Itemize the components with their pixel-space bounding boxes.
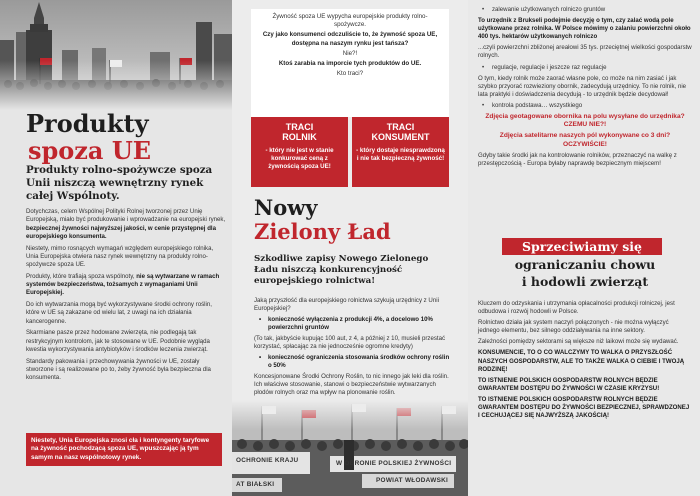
- question-line: Nie?!: [342, 49, 358, 57]
- paragraph: (To tak, jakbyście kupując 100 aut, z 4, a później z 10, musieli przestać korzystać, spłacając za nie jednocześnie ogromne kredyty): [254, 335, 446, 350]
- title-line-1: Produkty: [26, 109, 149, 138]
- livestock-limits-title: ograniczaniu chowu i hodowli zwierząt: [514, 257, 656, 289]
- tariff-warning-box: Niestety, Unia Europejska znosi cła i kontyngenty taryfowe na żywność pochodzącą spoza UE, wpuszczając ją tym samym na nasz wspólnotowy rynek.: [26, 433, 222, 466]
- livestock-body-text: [478, 300, 692, 423]
- bullet-item: • konieczność ograniczenia stosowania środków ochrony roślin o 50%: [254, 354, 452, 370]
- paragraph: Produkty, które trafiają spoza wspólnoty, nie są wytwarzane w ramach systemów bezpieczeństwa, tożsamych z wymaganiami Unii Europejskiej.: [26, 272, 220, 297]
- farmers-protest-photo: [232, 400, 468, 496]
- paragraph: Rolnictwo działa jak system naczyń połączonych - nie można wyłączyć jednego elementu, bez silnego oddziaływania na inne sektory.: [478, 319, 669, 335]
- paragraph: To urzędnik z Brukseli podejmie decyzję o tym, czy zalać wodą pole użytkowane przez rolnika. W Polsce mówimy o zalaniu powierzchni około 400 tys. hektarów użytkowanych rolniczo: [478, 17, 691, 41]
- protest-banner-text: AT BIAŁSKI: [236, 481, 275, 488]
- paragraph: Koncesjonowane Środki Ochrony Roślin, to nic innego jak leki dla roślin. Ich właściwe stosowanie, stanowi o bezpieczeństwie wytwarzanych płodów rolnych oraz ma wpływ na plonowanie roślin.: [254, 373, 449, 396]
- green-deal-title: [254, 196, 391, 244]
- question-line: Czy jako konsumenci odczuliście to, że żywność spoza UE, dostępna na naszym rynku jest tańsza?: [262, 31, 438, 47]
- question-line: Ktoś zarabia na imporcie tych produktów do UE.: [278, 60, 422, 68]
- we-oppose-title: Sprzeciwiamy się: [502, 238, 662, 255]
- panel-text: - który nie jest w stanie konkurować ceną z żywnością spoza UE!: [265, 147, 334, 170]
- leaflet-panel-right: [468, 0, 700, 496]
- caps-statement: TO ISTNIENIE POLSKICH GOSPODARSTW ROLNYCH BĘDZIE GWARANTEM DOSTĘPU DO ŻYWNOŚCI W CZASIE KRYZYSU!: [478, 376, 660, 392]
- protest-banner-text: OCHRONIE KRAJU: [236, 457, 299, 464]
- products-subheading: Produkty rolno-spożywcze spoza Unii niszczą wewnętrzny rynek całej Wspólnoty.: [26, 164, 213, 202]
- caps-statement: KONSUMENCIE, TO O CO WALCZYMY TO WALKA O PRZYSZŁOŚĆ NASZYCH GOSPODARSTW, ALE TO TAKŻE WALKA O CIEBIE I TWOJĄ RODZINĘ!: [478, 349, 685, 373]
- farmer-loses-panel: [251, 117, 348, 187]
- bullet-item: • kontrola podstawa… wszystkiego: [478, 102, 692, 110]
- paragraph: Niestety, mimo rosnących wymagań względem europejskiego rolnika, Unia Europejska otwiera nasz rynek wewnętrzny na produkty rolno-spożywcze spoza UE.: [26, 244, 214, 269]
- regulations-body-text: [478, 6, 692, 171]
- paragraph: Dotychczas, celem Wspólnej Polityki Rolnej tworzonej przez Unię Europejską, miało być produkowanie i wprowadzanie na europejski rynek, bezpiecznej żywności najwyższej jakości, w cenie przystępnej dla europejskiego konsumenta.: [26, 208, 226, 240]
- paragraph: Skarmiane pasze przez hodowane zwierzęta, nie podlegają tak restrykcyjnym kontrolom, jak te stosowane w UE. Podobnie wygląda kwestia wykorzystywania antybiotyków i środków leczenia zwierząt.: [26, 329, 210, 354]
- paragraph: Zależności pomiędzy sektorami są większe niż laikowi może się wydawać.: [478, 338, 679, 346]
- paragraph: Jaką przyszłość dla europejskiego rolnictwa szykują urzędnicy z Unii Europejskiej?: [254, 297, 439, 312]
- green-deal-body-text: [254, 297, 452, 400]
- consumer-loses-panel: [352, 117, 449, 187]
- leaflet-panel-middle: [232, 0, 468, 496]
- paragraph: Do ich wytwarzania mogą być wykorzystywane środki ochrony roślin, które w UE są zakazane od wielu lat, z uwagi na ich działania kancerogenne.: [26, 301, 212, 325]
- paragraph: ...czyli powierzchni zbliżonej areałowi 35 tys. przeciętnej wielkości gospodarstw rolnych.: [478, 44, 692, 60]
- title-line-1: Nowy: [254, 195, 318, 220]
- title-line-2: Zielony Ład: [254, 219, 391, 244]
- caps-statement: TO ISTNIENIE POLSKICH GOSPODARSTW ROLNYCH BĘDZIE GWARANTEM DOSTĘPU DO ŻYWNOŚCI BEZPIECZNEJ, SPRAWDZONEJ I CECHUJĄCEJ SIĘ NAJWYŻSZĄ JAKOŚCIĄ!: [478, 395, 690, 420]
- paragraph: Standardy pakowania i przechowywania żywności w UE, zostały stworzone i są realizowane po to, żeby żywność była bezpieczna dla konsumenta.: [26, 357, 211, 382]
- bullet-item: • regulacje, regulacje i jeszcze raz regulacje: [478, 64, 692, 72]
- paragraph: Gdyby takie środki jak na kontrolowanie rolników, przeznaczyć na walkę z przestępczością - Europa byłaby naprawdę bezpiecznym miejscem!: [478, 151, 677, 167]
- city-protest-photo: [0, 0, 232, 110]
- paragraph: O tym, kiedy rolnik może zaorać własne pole, co może na nim zasiać i jak szybko przyorać rozwieziony obornik, zadecydują urzędnicy. To nie rolnik, nie lata praktyki i doświadczenia decydują - to urzędnik będzie decydował!: [478, 74, 687, 98]
- leaflet-panel-left: [0, 0, 232, 496]
- red-callout: Zdjęcia geotagowane obornika na polu wysyłane do urzędnika? CZEMU NIE?!: [485, 113, 685, 129]
- protest-banner-text: W OBRONIE POLSKIEJ ŻYWNOŚCI: [336, 460, 452, 467]
- who-loses-question-box: [251, 9, 449, 117]
- bullet-item: • konieczność wyłączenia z produkcji 4%, a docelowo 10% powierzchni gruntów: [254, 316, 452, 332]
- panel-text: - który dostaje niesprawdzoną i nie tak bezpieczną żywność!: [356, 147, 445, 162]
- city-skyline-graphic: [0, 0, 232, 110]
- bullet-item: • zalewanie użytkowanych rolniczo gruntów: [478, 6, 692, 14]
- title-line-2: spoza UE: [28, 136, 152, 165]
- protest-banner-text: POWIAT WŁODAWSKI: [376, 477, 449, 484]
- panel-title: TRACI ROLNIK: [282, 122, 317, 142]
- red-callout: Zdjęcia satelitarne naszych pól wykonywane co 3 dni? OCZYWIŚCIE!: [499, 132, 671, 148]
- products-outside-eu-title: [26, 110, 151, 164]
- question-line: Kto traci?: [336, 70, 364, 78]
- green-deal-subheading: Szkodliwe zapisy Nowego Zielonego Ładu niszczą konkurencyjność europejskiego rolnictwa!: [254, 254, 429, 286]
- products-body-text: [26, 208, 226, 386]
- paragraph: Kluczem do odzyskania i utrzymania opłacalności produkcji rolniczej, jest odbudowa i rozwój hodowli w Polsce.: [478, 300, 675, 316]
- question-line: Żywność spoza UE wypycha europejskie produkty rolno-spożywcze.: [272, 13, 428, 29]
- panel-title: TRACI KONSUMENT: [371, 122, 430, 142]
- photo-fade-overlay: [232, 400, 468, 430]
